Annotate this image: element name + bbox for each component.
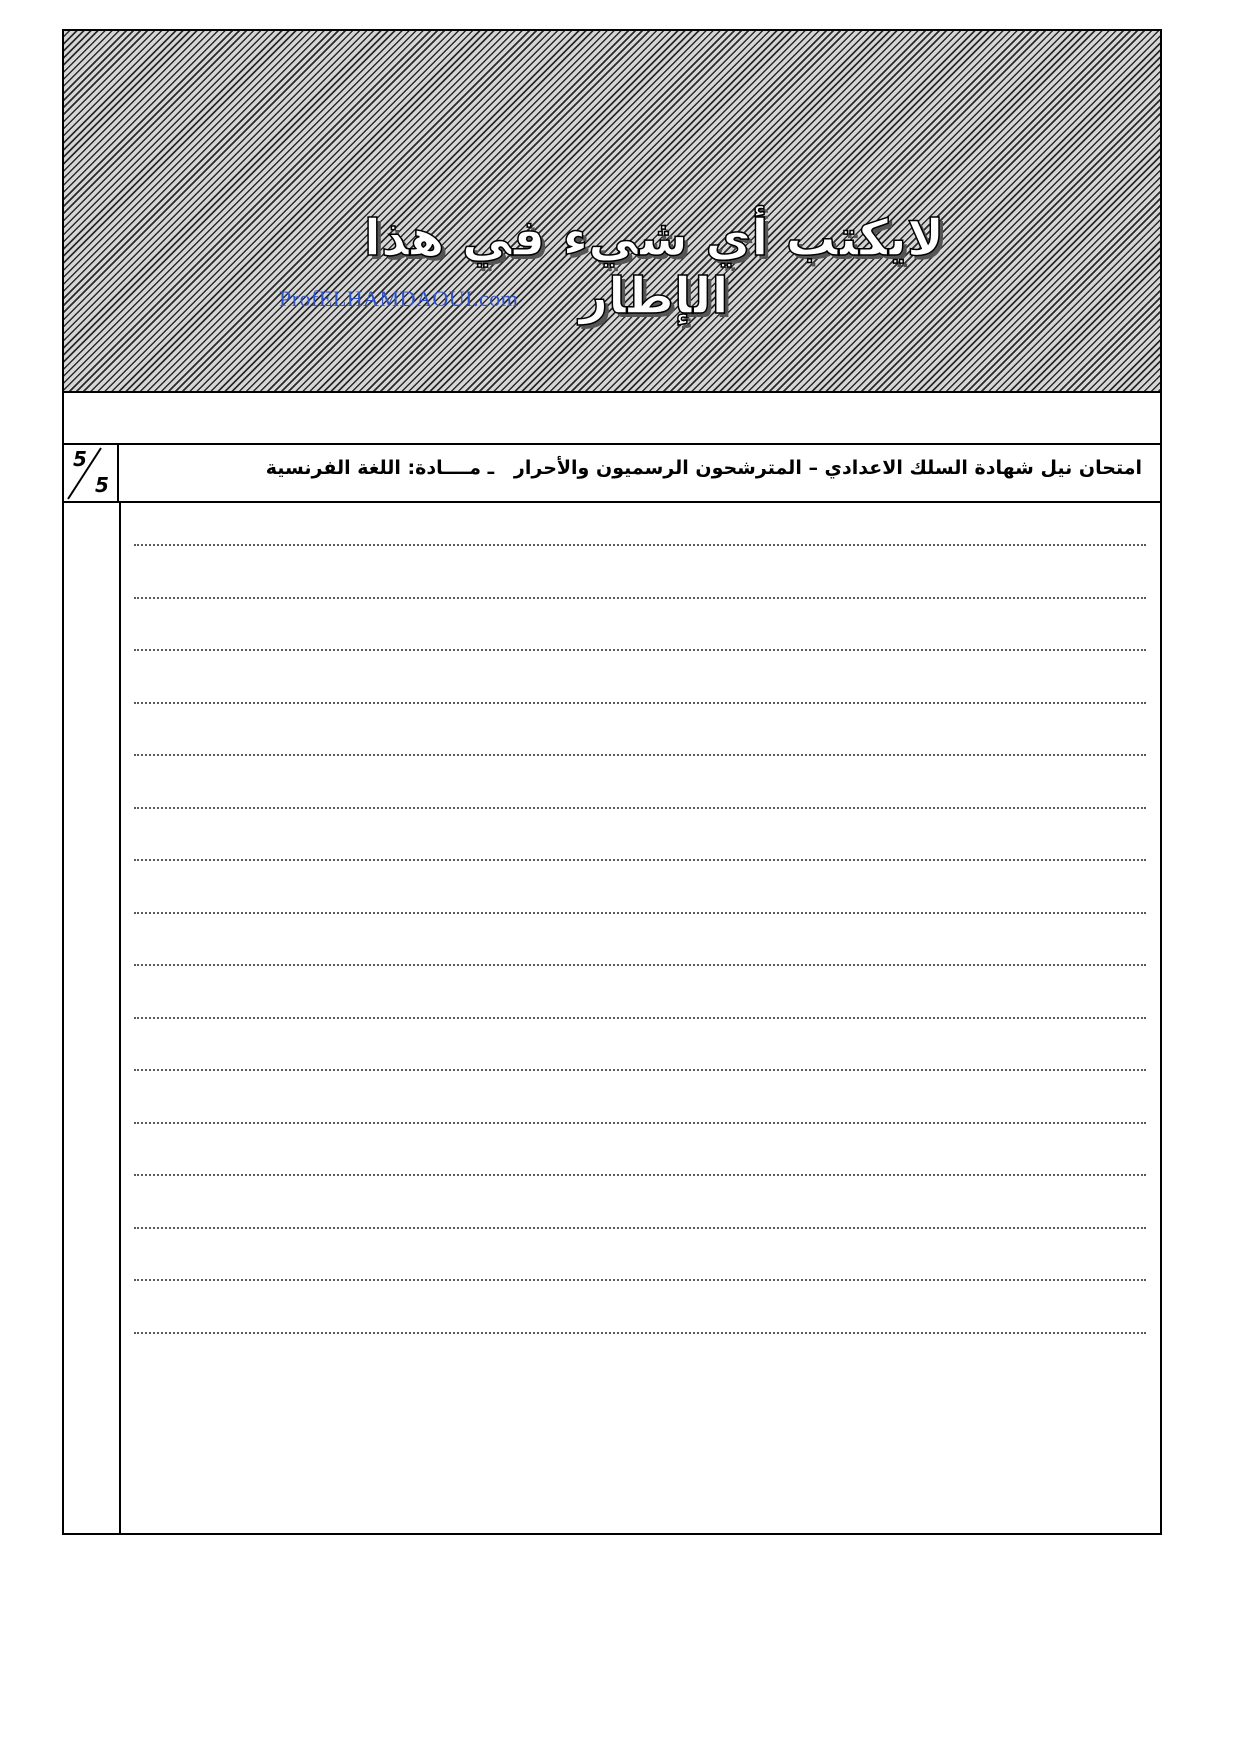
- hatched-no-write-zone: [64, 31, 1160, 393]
- answer-line[interactable]: [134, 1332, 1146, 1334]
- answer-line[interactable]: [134, 544, 1146, 546]
- answer-line[interactable]: [134, 1174, 1146, 1176]
- answer-line[interactable]: [134, 649, 1146, 651]
- answer-line[interactable]: [134, 1227, 1146, 1229]
- page-number-current: 5: [73, 447, 87, 471]
- margin-divider: [119, 503, 121, 1533]
- answer-line[interactable]: [134, 912, 1146, 914]
- do-not-write-banner: لايكتب أي شيء في هذا الإطار: [363, 209, 945, 325]
- answer-line[interactable]: [134, 807, 1146, 809]
- blank-separator-row: [64, 393, 1160, 445]
- answer-line[interactable]: [134, 964, 1146, 966]
- exam-title: امتحان نيل شهادة السلك الاعدادي – المترشحون الرسميون والأحرار ـ مــــادة: اللغة الفرنسية: [265, 457, 1142, 479]
- answer-line[interactable]: [134, 1122, 1146, 1124]
- watermark-text: ProfELHAMDAOUI.com: [279, 286, 519, 311]
- answer-line[interactable]: [134, 859, 1146, 861]
- answer-line[interactable]: [134, 754, 1146, 756]
- answer-line[interactable]: [134, 1017, 1146, 1019]
- page-header-row: [64, 445, 1160, 503]
- answer-line[interactable]: [134, 1069, 1146, 1071]
- answer-line[interactable]: [134, 702, 1146, 704]
- exam-sheet: [62, 29, 1162, 1535]
- page-number-box: [64, 445, 119, 501]
- page-number-total: 5: [95, 473, 109, 497]
- answer-line[interactable]: [134, 597, 1146, 599]
- answer-line[interactable]: [134, 1279, 1146, 1281]
